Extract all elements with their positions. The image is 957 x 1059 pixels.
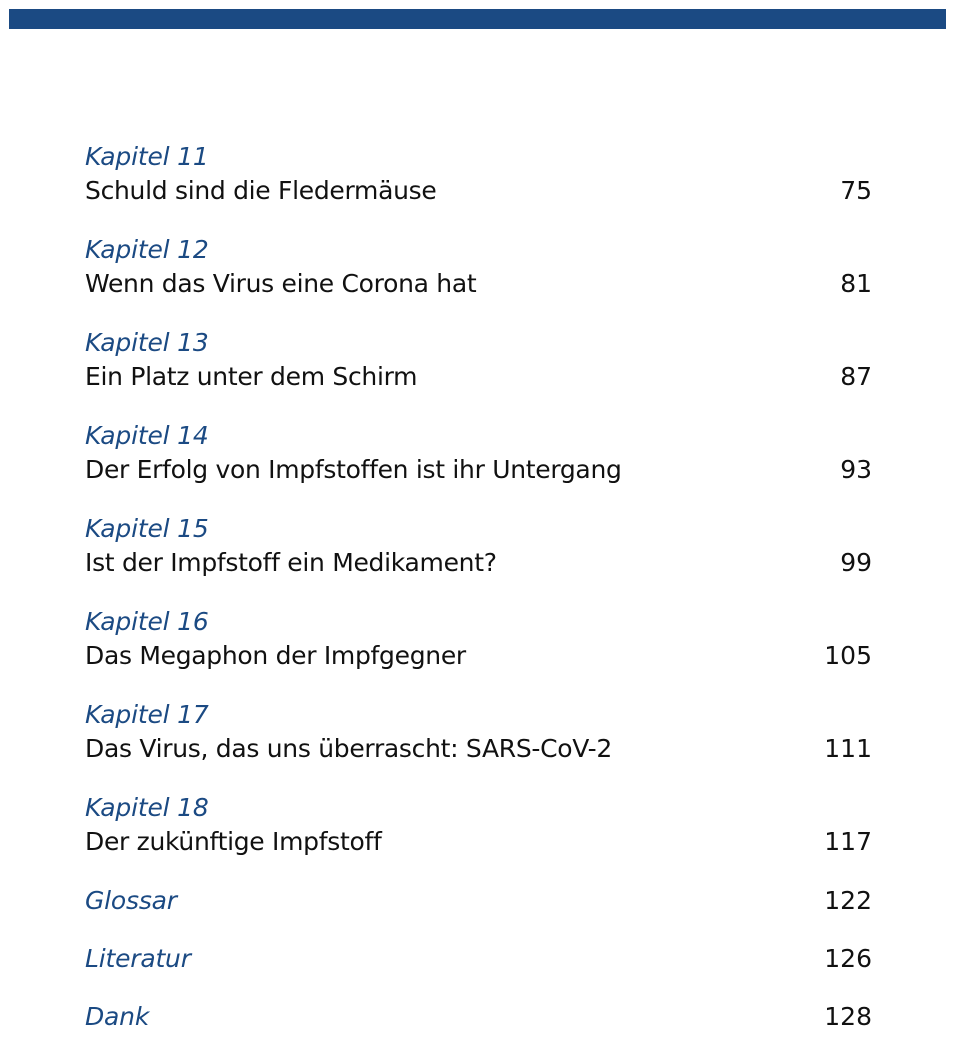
chapter-title: Wenn das Virus eine Corona hat (85, 269, 477, 298)
chapter-page-number: 99 (840, 548, 872, 577)
chapter-page-number: 111 (824, 734, 872, 763)
chapter-page-number: 105 (824, 641, 872, 670)
toc-entry-chapter-14 (85, 420, 872, 513)
toc-entry-chapter-11 (85, 141, 872, 234)
chapter-title: Der zukünftige Impfstoff (85, 827, 382, 856)
chapter-label: Kapitel 18 (85, 793, 209, 822)
toc-entry-literature (85, 943, 872, 1001)
toc-entry-chapter-18 (85, 792, 872, 885)
chapter-page-number: 93 (840, 455, 872, 484)
chapter-label: Kapitel 15 (85, 514, 209, 543)
chapter-page-number: 81 (840, 269, 872, 298)
chapter-title: Ein Platz unter dem Schirm (85, 362, 418, 391)
chapter-label: Kapitel 14 (85, 421, 209, 450)
chapter-label: Kapitel 11 (85, 142, 209, 171)
toc-entry-chapter-17 (85, 699, 872, 792)
toc-entry-chapter-16 (85, 606, 872, 699)
appendix-label: Glossar (85, 886, 177, 915)
appendix-page-number: 122 (824, 886, 872, 915)
toc-entry-acknowledgements (85, 1001, 872, 1059)
appendix-label: Dank (85, 1002, 150, 1031)
toc-entry-chapter-12 (85, 234, 872, 327)
table-of-contents (85, 141, 872, 1059)
appendix-label: Literatur (85, 944, 191, 973)
toc-entry-chapter-13 (85, 327, 872, 420)
appendix-page-number: 128 (824, 1002, 872, 1031)
chapter-page-number: 117 (824, 827, 872, 856)
chapter-page-number: 87 (840, 362, 872, 391)
chapter-label: Kapitel 17 (85, 700, 209, 729)
chapter-title: Das Virus, das uns überrascht: SARS-CoV-2 (85, 734, 612, 763)
chapter-title: Der Erfolg von Impfstoffen ist ihr Untergang (85, 455, 622, 484)
header-bar (9, 9, 946, 29)
toc-entry-glossary (85, 885, 872, 943)
chapter-title: Das Megaphon der Impfgegner (85, 641, 466, 670)
appendix-page-number: 126 (824, 944, 872, 973)
chapter-title: Schuld sind die Fledermäuse (85, 176, 437, 205)
chapter-label: Kapitel 12 (85, 235, 209, 264)
chapter-page-number: 75 (840, 176, 872, 205)
chapter-title: Ist der Impfstoff ein Medikament? (85, 548, 497, 577)
chapter-label: Kapitel 16 (85, 607, 209, 636)
toc-entry-chapter-15 (85, 513, 872, 606)
chapter-label: Kapitel 13 (85, 328, 209, 357)
